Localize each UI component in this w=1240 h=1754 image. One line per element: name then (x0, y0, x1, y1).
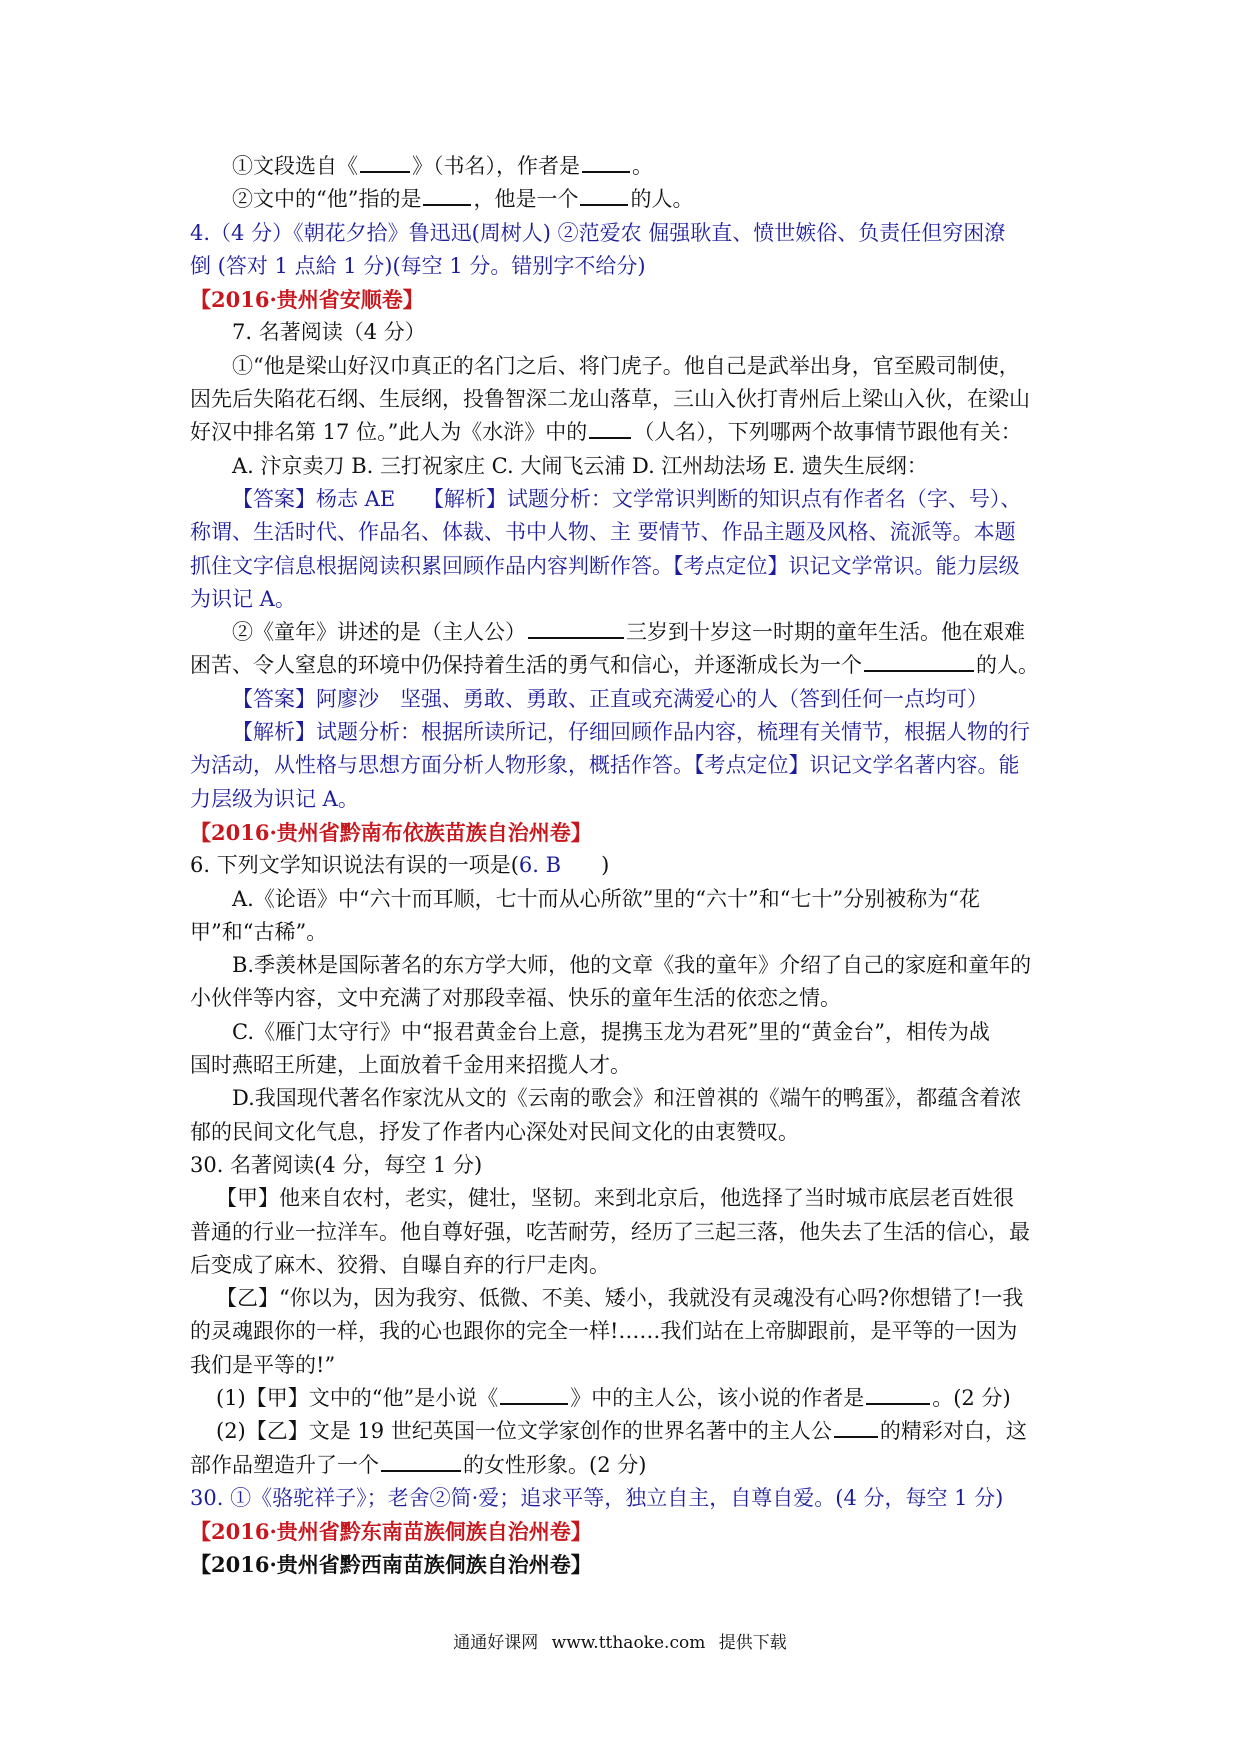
footer-site-name: 通通好课网 (453, 1633, 539, 1653)
answer-line: 抓住文字信息根据阅读积累回顾作品内容判断作答。【考点定位】识记文学常识。能力层级 (190, 553, 1020, 578)
question-line (190, 1449, 1060, 1482)
passage-line: 【甲】他来自农村，老实，健壮，坚韧。来到北京后，他选择了当时城市底层老百姓很 (216, 1186, 1014, 1211)
question-text: ①文段选自《 (232, 154, 358, 178)
footer-url: www.tthaoke.com (551, 1633, 706, 1653)
answer-line: 为活动，从性格与思想方面分析人物形象，概括作答。【考点定位】识记文学名著内容。能 (190, 753, 1020, 778)
option-line: 郁的民间文化气息，抒发了作者内心深处对民间文化的由衷赞叹。 (190, 1119, 799, 1144)
answer-line: 4.（4 分）《朝花夕拾》鲁迅迅(周树人) ②范爱农 倔强耿直、愤世嫉俗、负责任但穷困潦 (190, 220, 1006, 245)
question-text: 。 (632, 154, 653, 178)
question-text: (2)【乙】文是 19 世纪英国一位文学家创作的世界名著中的主人公 (216, 1419, 832, 1444)
options-line: A. 汴京卖刀 B. 三打祝家庄 C. 大闹飞云浦 D. 江州劫法场 E. 遗失生辰纲： (232, 453, 928, 478)
question-text: 困苦、令人窒息的环境中仍保持着生活的勇气和信心，并逐渐成长为一个 (190, 653, 862, 678)
question-text: 部作品塑造升了一个 (190, 1452, 379, 1477)
answer-line: 30. ①《骆驼祥子》；老舍②简·爱；追求平等，独立自主，自尊自爱。(4 分，每空 1 分) (190, 1485, 1004, 1510)
question-line (190, 416, 1060, 449)
question-line: 因先后失陷花石纲、生辰纲，投鲁智深二龙山落草，三山入伙打青州后上梁山入伙，在梁山 (190, 387, 1030, 412)
question-text: 的女性形象。(2 分) (463, 1452, 647, 1477)
blank (381, 1452, 461, 1472)
option-line: 国时燕昭王所建，上面放着千金用来招揽人才。 (190, 1053, 631, 1078)
section-heading: 【2016·贵州省安顺卷】 (190, 287, 424, 313)
option-line: B.季羡林是国际著名的东方学大师，他的文章《我的童年》介绍了自己的家庭和童年的 (232, 953, 1032, 978)
page-footer (0, 1628, 1240, 1653)
question-text: ②文中的“他”指的是 (232, 187, 422, 212)
question-text: ②《童年》讲述的是（主人公） (232, 620, 526, 645)
option-line: D.我国现代著名作家沈从文的《云南的歌会》和汪曾祺的《端午的鸭蛋》，都蕴含着浓 (232, 1086, 1022, 1111)
question-line (190, 649, 1060, 682)
question-text: 的人。 (976, 653, 1039, 678)
passage-line: 【乙】“你以为，因为我穷、低微、不美、矮小，我就没有灵魂没有心吗?你想错了!一我 (216, 1286, 1024, 1311)
question-line (190, 1382, 1060, 1415)
question-line (190, 849, 1060, 882)
blank (580, 186, 628, 206)
blank (360, 153, 410, 173)
section-heading: 【2016·贵州省黔南布依族苗族自治州卷】 (190, 819, 592, 845)
blank (589, 419, 631, 439)
question-text: 的精彩对白，这 (879, 1419, 1027, 1444)
question-text: 。(2 分) (932, 1385, 1011, 1410)
question-text: 的人。 (630, 187, 694, 212)
blank (866, 1385, 930, 1405)
question-text: ，他是一个 (473, 187, 579, 212)
answer-line: 力层级为识记 A。 (190, 786, 359, 811)
answer-line: 【解析】试题分析：根据所读所记，仔细回顾作品内容，梳理有关情节，根据人物的行 (232, 720, 1030, 745)
document-page (190, 150, 1060, 1582)
blank (528, 619, 624, 639)
question-text: 三岁到十岁这一时期的童年生活。他在艰难 (626, 620, 1025, 645)
answer-line: 【答案】杨志 AE 【解析】试题分析：文学常识判断的知识点有作者名（字、号）、 (232, 486, 1022, 511)
answer-line: 【答案】阿廖沙 坚强、勇敢、勇敢、正直或充满爱心的人（答到任何一点均可） (232, 686, 988, 711)
blank (864, 652, 974, 672)
blank (423, 186, 471, 206)
question-line (190, 150, 1060, 183)
question-line (190, 1415, 1060, 1448)
passage-line: 我们是平等的!” (190, 1352, 336, 1377)
option-line: A.《论语》中“六十而耳顺，七十而从心所欲”里的“六十”和“七十”分别被称为“花 (232, 886, 980, 911)
question-text: 》中的主人公，该小说的作者是 (570, 1385, 865, 1410)
question-line (190, 183, 1060, 216)
question-text: （人名），下列哪两个故事情节跟他有关： (633, 420, 1022, 445)
footer-suffix: 提供下载 (718, 1633, 787, 1653)
question-line: ①“他是梁山好汉巾真正的名门之后、将门虎子。他自己是武举出身，官至殿司制使， (232, 353, 1020, 378)
passage-line: 普通的行业一拉洋车。他自尊好强，吃苦耐劳，经历了三起三落，他失去了生活的信心，最 (190, 1219, 1030, 1244)
answer-text: 6. B (518, 853, 562, 878)
question-title: 7. 名著阅读（4 分） (232, 320, 426, 345)
answer-line: 倒 (答对 1 点給 1 分)(每空 1 分。错别字不给分) (190, 253, 646, 278)
section-heading: 【2016·贵州省黔西南苗族侗族自治州卷】 (190, 1552, 592, 1578)
option-line: 小伙伴等内容，文中充满了对那段幸福、快乐的童年生活的依恋之情。 (190, 986, 841, 1011)
question-text: (1)【甲】文中的“他”是小说《 (216, 1385, 499, 1410)
option-line: C.《雁门太守行》中“报君黄金台上意，提携玉龙为君死”里的“黄金台”，相传为战 (232, 1019, 990, 1044)
question-text: ) (601, 853, 610, 878)
option-line: 甲”和“古稀”。 (190, 919, 328, 944)
blank (500, 1385, 568, 1405)
answer-line: 称谓、生活时代、作品名、体裁、书中人物、主 要情节、作品主题及风格、流派等。本题 (190, 520, 1016, 545)
question-text: 好汉中排名第 17 位。”此人为《水浒》中的 (190, 420, 588, 445)
question-text: 》（书名），作者是 (412, 154, 580, 178)
question-text: 6. 下列文学知识说法有误的一项是( (190, 853, 519, 878)
question-title: 30. 名著阅读(4 分，每空 1 分) (190, 1152, 483, 1177)
blank (582, 153, 630, 173)
blank (834, 1418, 878, 1438)
answer-line: 为识记 A。 (190, 586, 296, 611)
question-line (190, 616, 1060, 649)
passage-line: 后变成了麻木、狡猾、自曝自弃的行尸走肉。 (190, 1252, 610, 1277)
passage-line: 的灵魂跟你的一样，我的心也跟你的完全一样!……我们站在上帝脚跟前，是平等的一因为 (190, 1319, 1018, 1344)
section-heading: 【2016·贵州省黔东南苗族侗族自治州卷】 (190, 1519, 592, 1545)
